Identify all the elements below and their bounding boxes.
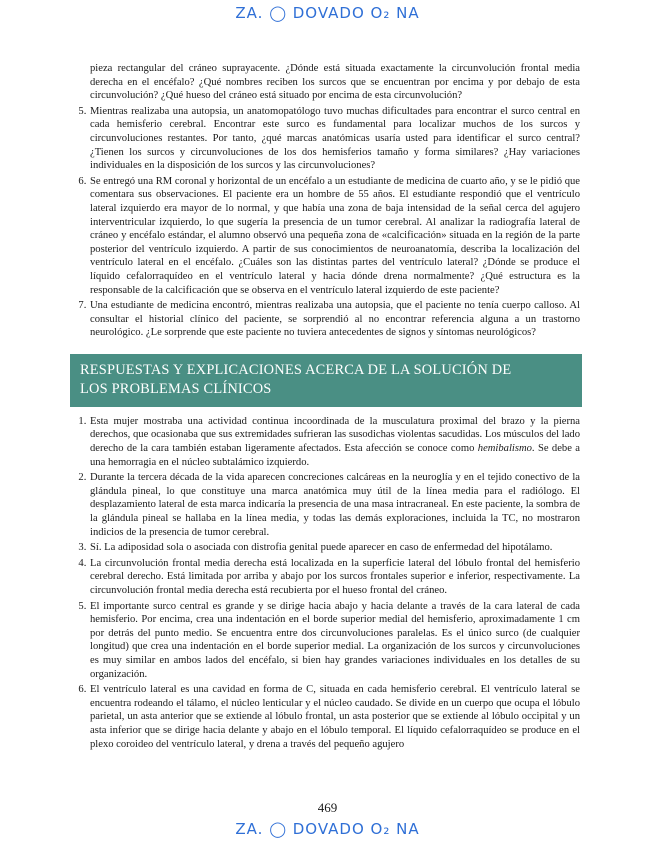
watermark-bottom: ZA. ◯ DOVADO O₂ NA [235, 820, 420, 838]
answer-2: 2. Durante la tercera década de la vida aparecen concreciones calcáreas en la neuroglía y en el tejido conectivo de la glándula pineal, lo que constituye una marca anatómica muy útil de la línea media para el radiólogo. El desplazamiento lateral de esta marca indicaría la presencia de una masa intracraneal. En este paciente, la sombra de la glándula pineal se hallaba en la línea media, y todas las demás exploraciones, incluida la TC, no mostraron indicios de la presencia de tumor cerebral. [89, 471, 580, 539]
watermark-top: ZA. ◯ DOVADO O₂ NA [235, 4, 420, 22]
answer-1-text: Esta mujer mostraba una actividad continua incoordinada de la musculatura proximal del brazo y la pierna derechos, que ocasionaba que sus extremidades sufrieran las susodichas violentas sacudidas. Los músculos del lado derecho de la cara también estaban ligeramente afectados. Esta afección se conoce como [90, 415, 580, 455]
page-number: 469 [317, 800, 338, 815]
question-4-continuation: pieza rectangular del cráneo suprayacente. ¿Dónde está situada exactamente la circunvolución frontal media derecha en el encéfalo? ¿Qué nombres reciben los surcos que se encuentran por encima y por debajo de esta circunvolución? ¿Qué hueso del cráneo está situado por encima de esta circunvolución? [90, 63, 580, 102]
answer-5: 5. El importante surco central es grande y se dirige hacia abajo y hacia delante a través de la cara lateral de cada hemisferio. Por encima, crea una indentación en el borde superior medial del hemisferio, aproximadamente 1 cm por detrás del punto medio. Se encuentra entre dos circunvoluciones paralelas. Es el único surco (de cualquier longitud) que crea una indentación en el borde superior medial. La organización de los surcos y circunvoluciones es muy similar en ambos lados del encéfalo, si bien hay grandes variaciones individuales en los detalles de su organización. [89, 600, 580, 682]
question-5: 5. Mientras realizaba una autopsia, un anatomopatólogo tuvo muchas dificultades para encontrar el surco central en cada hemisferio cerebral. Encontrar este surco es fundamental para localizar muchos de los surcos y circunvoluciones restantes. Por tanto, ¿qué marcas anatómicas usaría usted para identificar el surco central? ¿Tienen los surcos y circunvoluciones de los dos hemisferios tamaño y forma similares? ¿Hay variaciones individuales en la disposición de los surcos y las circunvoluciones? [89, 105, 580, 173]
answer-1 [89, 415, 580, 469]
answers-list [76, 415, 580, 751]
questions-list [76, 62, 580, 340]
answer-1-term: hemibalismo [477, 443, 532, 455]
page-content [76, 62, 580, 753]
section-heading-banner [70, 354, 582, 407]
answer-4: 4. La circunvolución frontal media derecha está localizada en la superficie lateral del lóbulo frontal del hemisferio cerebral derecho. Está limitada por arriba y abajo por los surcos frontales superior e inferior, respectivamente. La circunvolución frontal media derecha está recubierta por el hueso frontal del cráneo. [89, 557, 580, 598]
answer-3: 3. Sí. La adiposidad sola o asociada con distrofia genital puede aparecer en caso de enfermedad del hipotálamo. [89, 541, 580, 555]
question-6: 6. Se entregó una RM coronal y horizontal de un encéfalo a un estudiante de medicina de cuarto año, y se le pidió que comentara sus observaciones. El paciente era un hombre de 55 años. El estudiante respondió que el ventrículo lateral izquierdo era mayor de lo normal, y que había una zona de baja intensidad de la señal cerca del agujero interventricular izquierdo, lo que sugería la presencia de un tumor cerebral. Al analizar la radiografía lateral de cráneo y encéfalo estándar, el alumno observó una pequeña zona de «calcificación» situada en la región de la parte posterior del ventrículo izquierdo. A partir de sus conocimientos de neuroanatomía, describa la localización del ventrículo lateral en el encéfalo. ¿Cuáles son las distintas partes del ventrículo lateral? ¿Dónde se produce el líquido cefalorraquídeo en el ventrículo lateral y hacia dónde drena normalmente? ¿Qué estructura es la responsable de la calcificación que se observa en el ventrículo lateral izquierdo de este paciente? [89, 175, 580, 297]
answer-6: 6. El ventrículo lateral es una cavidad en forma de C, situada en cada hemisferio cerebral. El ventrículo lateral se encuentra rodeando el tálamo, el núcleo lenticular y el núcleo caudado. Se divide en un cuerpo que ocupa el lóbulo parietal, un asta anterior que se extiende al lóbulo frontal, un asta posterior que se extiende al lóbulo occipital y un asta inferior que se dirige hacia delante y abajo en el lóbulo temporal. El líquido cefalorraquídeo se produce en el plexo coroideo del ventrículo lateral, y drena a través del pequeño agujero [89, 683, 580, 751]
section-heading-line-1: RESPUESTAS Y EXPLICACIONES ACERCA DE LA SOLUCIÓN DE [80, 361, 512, 378]
section-heading-line-2: LOS PROBLEMAS CLÍNICOS [80, 380, 272, 397]
question-7: 7. Una estudiante de medicina encontró, mientras realizaba una autopsia, que el paciente no tenía cuerpo calloso. Al consultar el historial clínico del paciente, se sorprendió al no encontrar referencia alguna a un trastorno neurológico. ¿Le sorprende que este paciente no tuviera antecedentes de signos y síntomas neurológicos? [89, 299, 580, 340]
answer-1-text-end: . Se debe a una hemorragia en el núcleo subtalámico izquierdo. [90, 443, 581, 468]
